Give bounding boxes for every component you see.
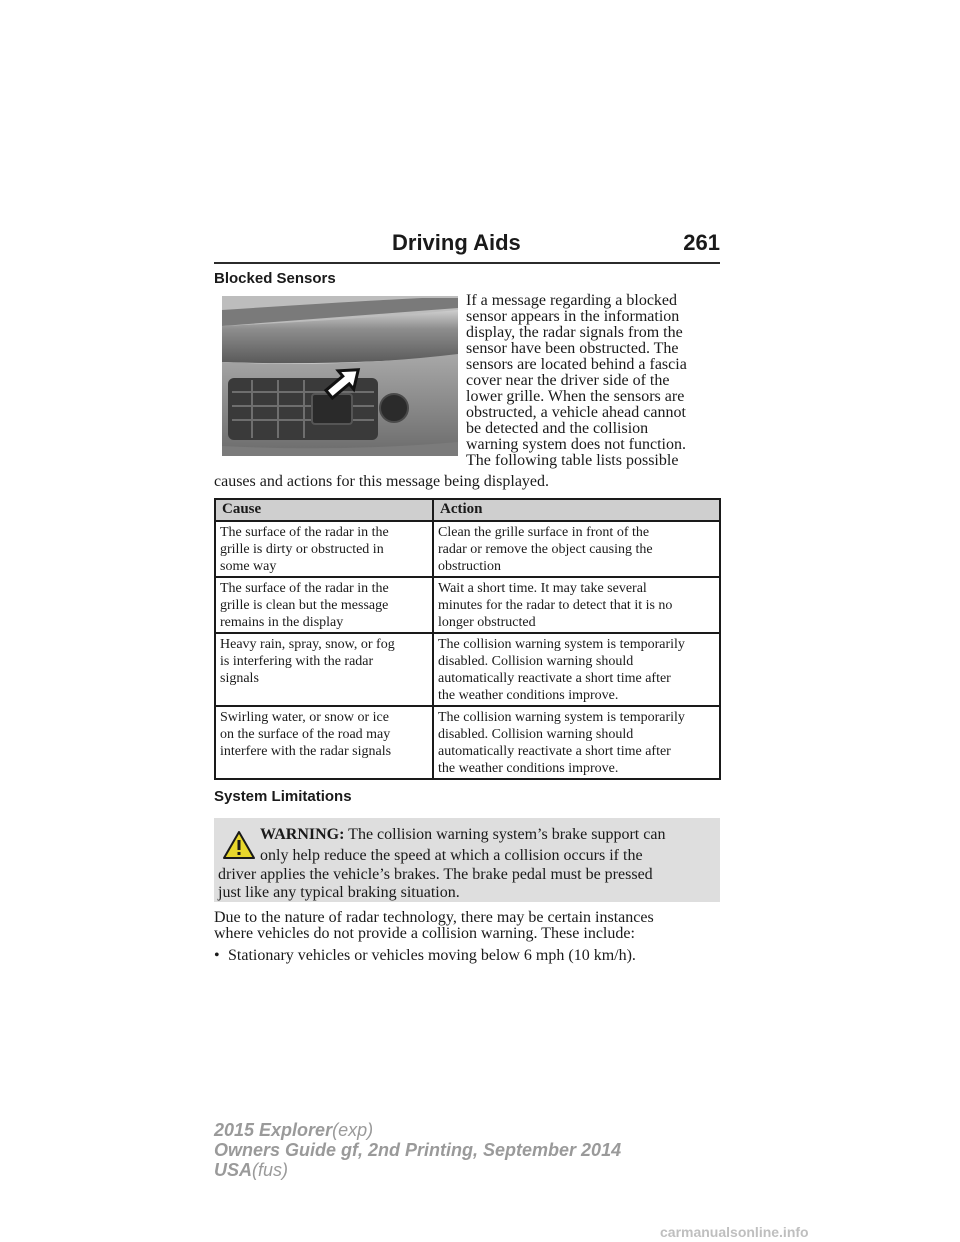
footer-region: USA — [214, 1160, 253, 1180]
action-cell: Wait a short time. It may take several minutes for the radar to detect that it is no longer obstructed — [433, 577, 720, 633]
table-row — [215, 577, 720, 633]
footer-guide: Owners Guide gf, 2nd Printing, September 2014 — [214, 1140, 622, 1160]
footer-model-code: (exp) — [332, 1120, 374, 1140]
warning-triangle-icon — [222, 830, 256, 860]
intro-line: The following table lists possible — [466, 452, 679, 469]
watermark: carmanualsonline.info — [660, 1224, 809, 1240]
footer-region-code: (fus) — [252, 1160, 289, 1180]
heading-blocked-sensors: Blocked Sensors — [214, 270, 336, 287]
warning-line: driver applies the vehicle’s brakes. The brake pedal must be pressed — [218, 866, 653, 883]
intro-line: If a message regarding a blocked — [466, 292, 678, 309]
warning-label: WARNING: — [260, 826, 345, 843]
action-cell: Clean the grille surface in front of the radar or remove the object causing the obstruction — [433, 521, 720, 577]
warning-line: only help reduce the speed at which a collision occurs if the — [260, 847, 643, 864]
cause-action-table — [214, 498, 721, 780]
intro-line: warning system does not function. — [466, 436, 686, 453]
intro-line: sensors are located behind a fascia — [466, 356, 687, 373]
grille-sensor-figure — [222, 296, 458, 456]
intro-line: sensor have been obstructed. The — [466, 340, 679, 357]
warning-box — [214, 818, 720, 902]
limitations-body-line: where vehicles do not provide a collision warning. These include: — [214, 925, 635, 942]
intro-line: cover near the driver side of the — [466, 372, 670, 389]
column-header-cause: Cause — [215, 499, 433, 521]
footer-model: 2015 Explorer — [214, 1120, 333, 1140]
intro-line: obstructed, a vehicle ahead cannot — [466, 404, 686, 421]
page-number: 261 — [683, 230, 720, 255]
column-header-action: Action — [433, 499, 720, 521]
cause-cell: The surface of the radar in the grille is clean but the message remains in the display — [215, 577, 433, 633]
table-row — [215, 633, 720, 706]
cause-cell: Swirling water, or snow or ice on the surface of the road may interfere with the radar signals — [215, 706, 433, 779]
table-row — [215, 521, 720, 577]
cause-cell: The surface of the radar in the grille is dirty or obstructed in some way — [215, 521, 433, 577]
intro-line: display, the radar signals from the — [466, 324, 683, 341]
table-header-row — [215, 499, 720, 521]
warning-line: just like any typical braking situation. — [218, 884, 460, 901]
intro-line: sensor appears in the information — [466, 308, 680, 325]
action-cell: The collision warning system is temporarily disabled. Collision warning should automatically reactivate a short time after the weather conditions improve. — [433, 633, 720, 706]
intro-line: lower grille. When the sensors are — [466, 388, 685, 405]
intro-line: be detected and the collision — [466, 420, 649, 437]
bullet-icon: • — [214, 947, 220, 964]
intro-last-line: causes and actions for this message being displayed. — [214, 473, 550, 490]
page-footer — [214, 1120, 621, 1180]
table-row — [215, 706, 720, 779]
heading-system-limitations: System Limitations — [214, 788, 352, 805]
list-item: • Stationary vehicles or vehicles moving below 6 mph (10 km/h). — [214, 947, 636, 964]
blocked-sensors-intro — [466, 293, 724, 469]
grille-sensor-arrow-illustration — [222, 296, 458, 456]
limitations-body-line: Due to the nature of radar technology, there may be certain instances — [214, 909, 654, 926]
cause-cell: Heavy rain, spray, snow, or fog is interfering with the radar signals — [215, 633, 433, 706]
section-title: Driving Aids — [392, 230, 521, 255]
warning-line: WARNING: The collision warning system’s brake support can — [260, 826, 666, 843]
action-cell: The collision warning system is temporarily disabled. Collision warning should automatically reactivate a short time after the weather conditions improve. — [433, 706, 720, 779]
page-header — [214, 228, 720, 264]
